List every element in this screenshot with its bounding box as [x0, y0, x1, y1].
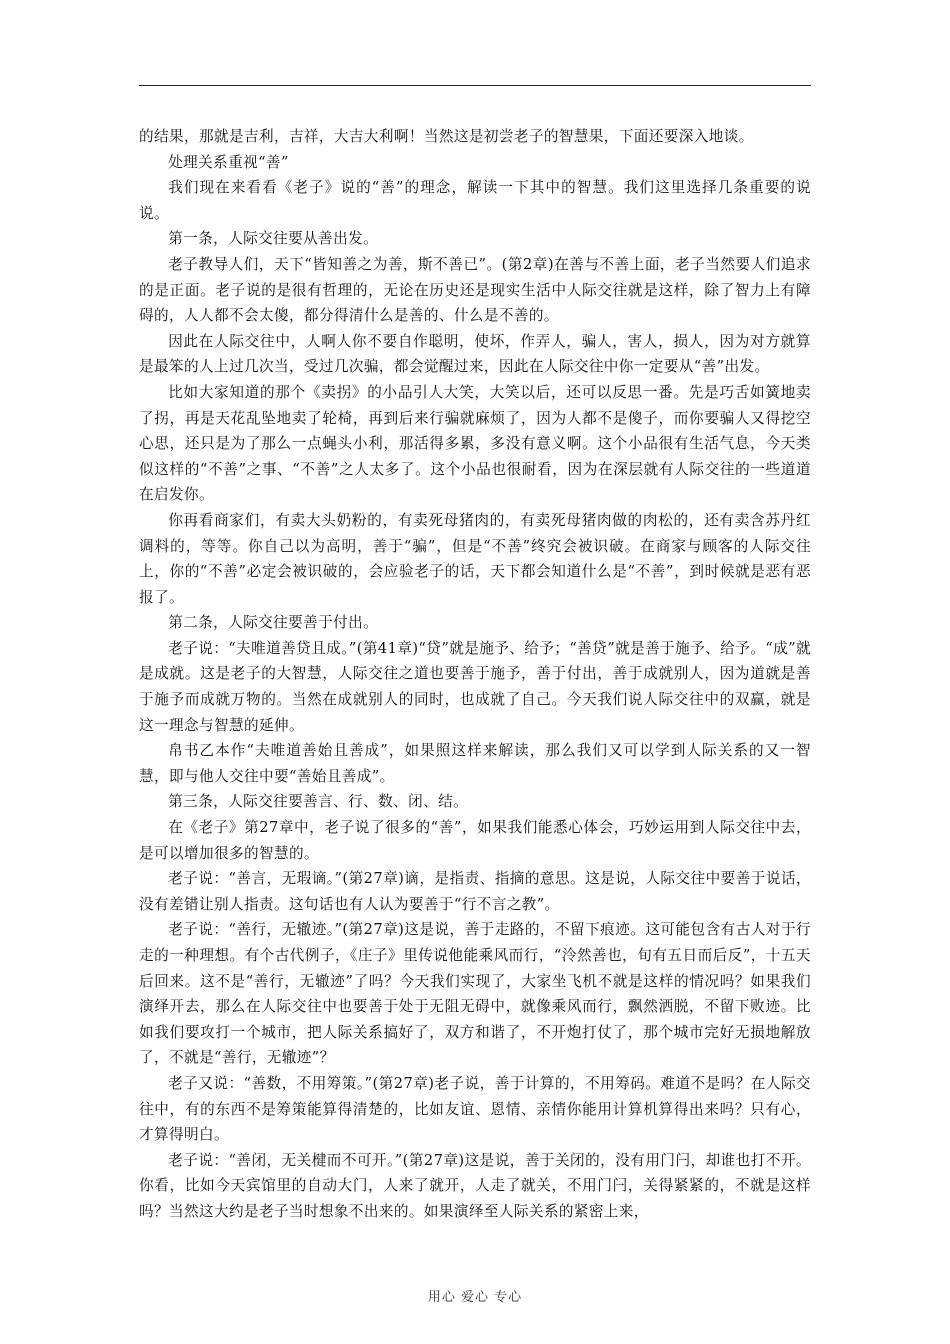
paragraph: 比如大家知道的那个《卖拐》的小品引人大笑，大笑以后，还可以反思一番。先是巧舌如簧地卖了拐，再是天花乱坠地卖了轮椅，再到后来行骗就麻烦了，因为人都不是傻子，而你要骗人又得挖空心思，还只是为了那么一点蝇头小利，那活得多累，多没有意义啊。这个小品很有生活气息，今天类似这样的“不善”之事、“不善”之人太多了。这个小品也很耐看，因为在深层就有人际交往的一些道道在启发你。 — [139, 383, 811, 504]
paragraph: 我们现在来看看《老子》说的“善”的理念，解读一下其中的智慧。我们这里选择几条重要的说说。 — [139, 179, 811, 222]
subheading: 第二条，人际交往要善于付出。 — [168, 614, 379, 632]
paragraph: 老子说：“夫唯道善贷且成。”(第41章)“贷”就是施予、给予；“善贷”就是善于施予、给予。“成”就是成就。这是老子的大智慧，人际交往之道也要善于施予，善于付出，善于成就别人，因为道就是善于施予而成就万物的。当然在成就别人的同时，也成就了自己。今天我们说人际交往中的双赢，就是这一理念与智慧的延伸。 — [139, 639, 811, 734]
subheading: 第三条，人际交往要善言、行、数、闭、结。 — [168, 793, 469, 811]
paragraph: 老子说：“善闭，无关楗而不可开。”(第27章)这是说，善于关闭的，没有用门闩，却谁也打不开。你看，比如今天宾馆里的自动大门，人来了就开，人走了就关，不用门闩，关得紧紧的，不就是这样吗？当然这大约是老子当时想象不出来的。如果演绎至人际关系的紧密上来， — [139, 1151, 811, 1220]
paragraph: 因此在人际交往中，人啊人你不要自作聪明，使坏，作弄人，骗人，害人，损人，因为对方就算是最笨的人上过几次当，受过几次骗，都会觉醒过来，因此在人际交往中你一定要从“善”出发。 — [139, 332, 811, 376]
section-heading: 处理关系重视“善” — [168, 153, 289, 171]
article-body — [139, 124, 811, 1225]
paragraph: 老子又说：“善数，不用筹策。”(第27章)老子说，善于计算的，不用筹码。难道不是吗？在人际交往中，有的东西不是筹策能算得清楚的，比如友谊、恩情、亲情你能用计算机算得出来吗？只有心，才算得明白。 — [139, 1074, 811, 1144]
header-rule — [139, 85, 811, 86]
paragraph: 老子教导人们，天下“皆知善之为善，斯不善已”。(第2章)在善与不善上面，老子当然要人们追求的是正面。老子说的是很有哲理的，无论在历史还是现实生活中人际交往就是这样，除了智力上有障碍的，人人都不会太傻，都分得清什么是善的、什么是不善的。 — [139, 255, 811, 325]
subheading: 第一条，人际交往要从善出发。 — [168, 230, 379, 248]
paragraph: 帛书乙本作“夫唯道善始且善成”，如果照这样来解读，那么我们又可以学到人际关系的又一智慧，即与他人交往中要“善始且善成”。 — [139, 742, 811, 785]
paragraph: 的结果，那就是吉利，吉祥，大吉大利啊！当然这是初尝老子的智慧果，下面还要深入地谈。 — [139, 128, 754, 145]
paragraph: 在《老子》第27章中，老子说了很多的“善”，如果我们能悉心体会，巧妙运用到人际交往中去，是可以增加很多的智慧的。 — [139, 819, 811, 862]
paragraph: 老子说：“善行，无辙迹。”(第27章)这是说，善于走路的，不留下痕迹。这可能包含有古人对于行走的一种理想。有个古代例子，《庄子》里传说他能乘风而行，“泠然善也，旬有五日而后反”，十五天后回来。这不是“善行，无辙迹”了吗？今天我们实现了，大家坐飞机不就是这样的情况吗？如果我们演绎开去，那么在人际交往中也要善于处于无阻无碍中，就像乘风而行，飘然洒脱，不留下败迹。比如我们要攻打一个城市，把人际关系搞好了，双方和谐了，不开炮打仗了，那个城市完好无损地解放了，不就是“善行，无辙迹”？ — [139, 921, 811, 1067]
paragraph: 你再看商家们，有卖大头奶粉的，有卖死母猪肉的，有卖死母猪肉做的肉松的，还有卖含苏丹红调料的，等等。你自己以为高明，善于“骗”，但是“不善”终究会被识破。在商家与顾客的人际交往上，你的“不善”必定会被识破的，会应验老子的话，天下都会知道什么是“不善”，到时候就是恶有恶报了。 — [139, 511, 811, 606]
paragraph: 老子说：“善言，无瑕谪。”(第27章)谪，是指责、指摘的意思。这是说，人际交往中要善于说话，没有差错让别人指责。这句话也有人认为要善于“行不言之教”。 — [139, 870, 811, 913]
page-footer: 用心 爱心 专心 — [427, 1290, 523, 1305]
